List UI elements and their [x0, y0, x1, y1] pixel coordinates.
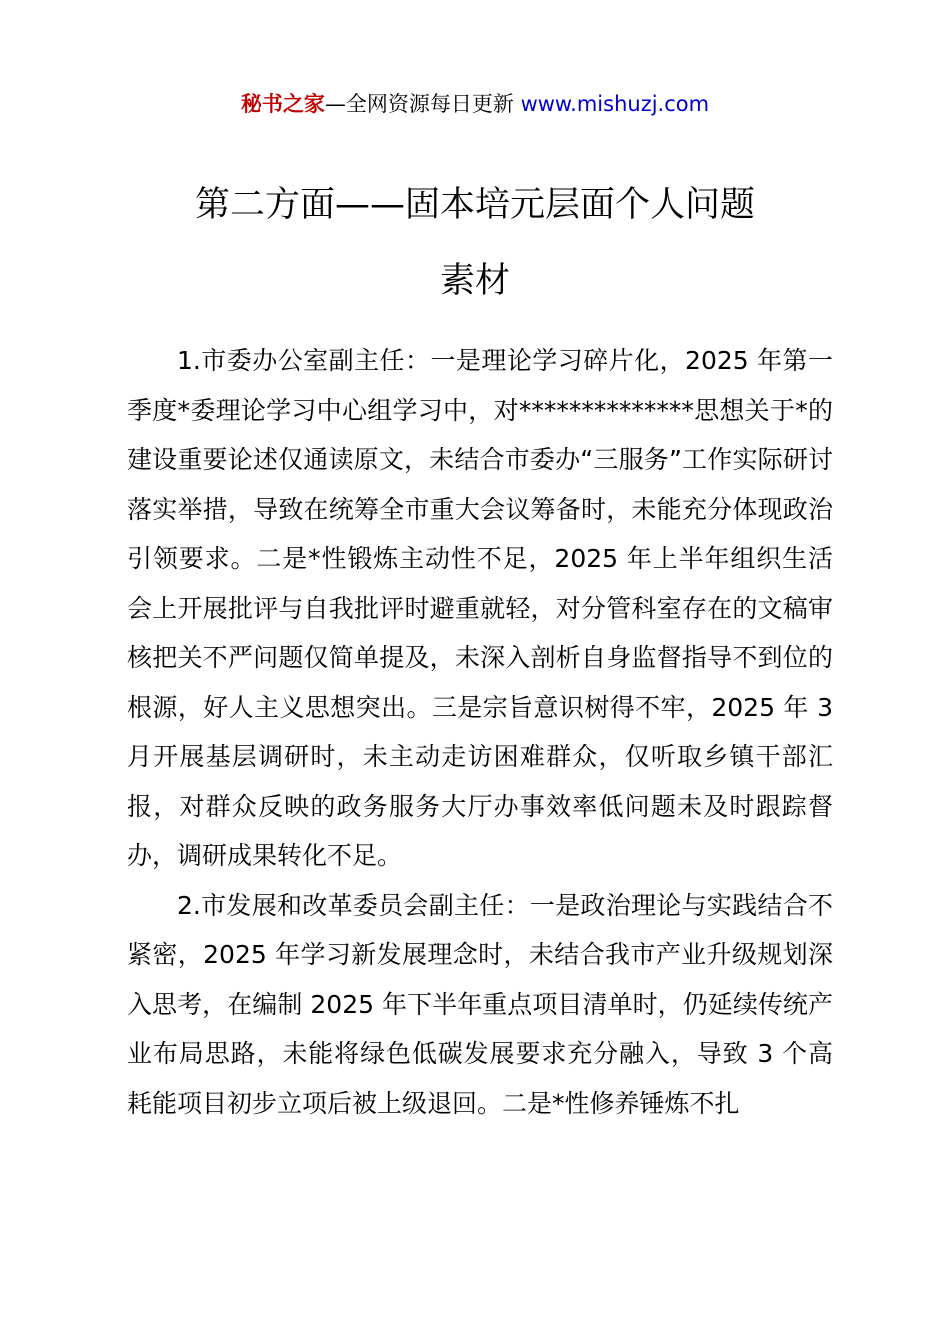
brand-name: 秘书之家 — [240, 92, 325, 116]
document-body — [127, 336, 833, 1128]
site-url-link[interactable]: www.mishuzj.com — [520, 92, 710, 116]
document-title: 第二方面——固本培元层面个人问题 — [194, 185, 755, 225]
paragraph-2: 2.市发展和改革委员会副主任：一是政治理论与实践结合不紧密，2025 年学习新发展理念时，未结合我市产业升级规划深入思考，在编制 2025 年下半年重点项目清单时，仍延续传统产业布局思路，未能将绿色低碳发展要求充分融入，导致 3 个高耗能项目初步立项后被上级退回。二是*性修养锤炼不扎 — [127, 890, 833, 1118]
site-header — [0, 88, 950, 120]
document-title-continued: 素材 — [439, 261, 510, 301]
header-tagline: —全网资源每日更新 — [324, 92, 521, 116]
paragraph-1: 1.市委办公室副主任：一是理论学习碎片化，2025 年第一季度*委理论学习中心组学习中，对**************思想关于*的建设重要论述仅通读原文，未结合市委办“三服务”工作实际研讨落实举措，导致在统筹全市重大会议筹备时，未能充分体现政治引领要求。二是*性锻炼主动性不足，2025 年上半年组织生活会上开展批评与自我批评时避重就轻，对分管科室存在的文稿审核把关不严问题仅简单提及，未深入剖析自身监督指导不到位的根源，好人主义思想突出。三是宗旨意识树得不牢，2025 年 3 月开展基层调研时，未主动走访困难群众，仅听取乡镇干部汇报，对群众反映的政务服务大厅办事效率低问题未及时跟踪督办，调研成果转化不足。 — [127, 346, 833, 870]
